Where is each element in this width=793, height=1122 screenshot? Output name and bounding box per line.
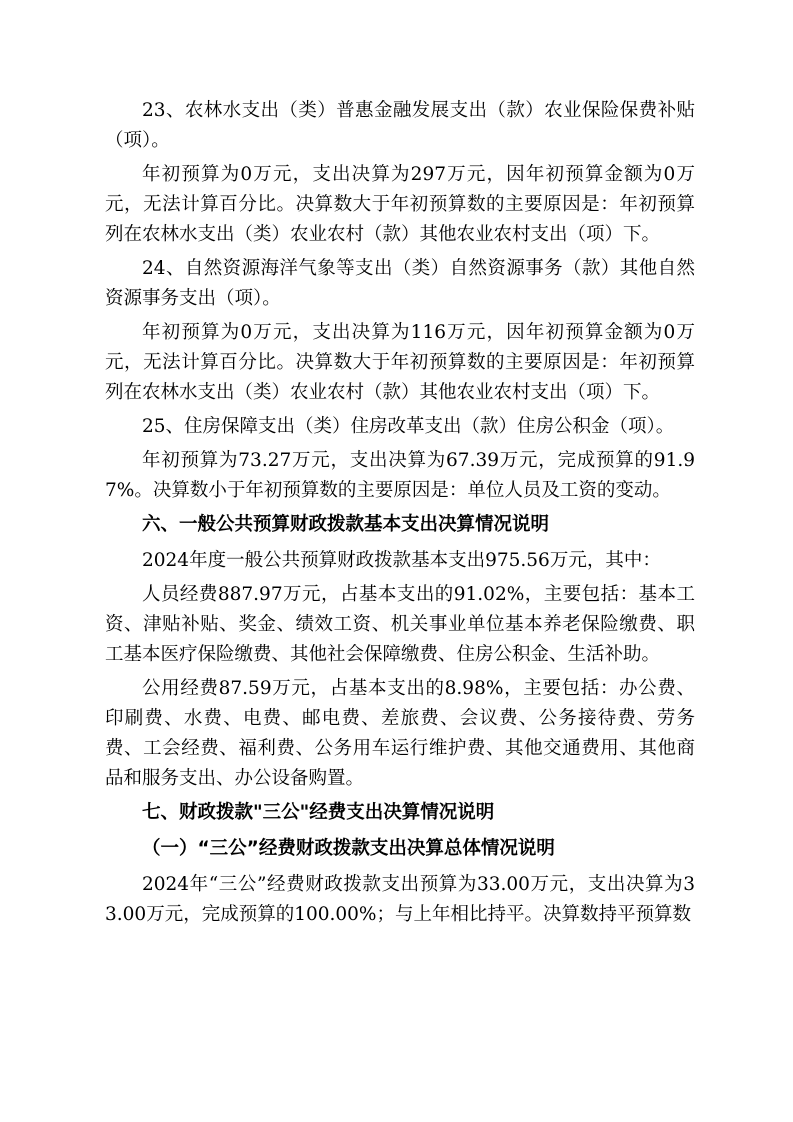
section-6-heading: 六、一般公共预算财政拨款基本支出决算情况说明 xyxy=(142,514,550,535)
public-expenses: 公用经费87.59万元，占基本支出的8.98%，主要包括：办公费、印刷费、水费、电费、邮电费、差旅费、会议费、公务接待费、劳务费、工会经费、福利费、公务用车运行维护费、其他交通费用、其他商品和服务支出、办公设备购置。 xyxy=(105,678,695,789)
item-25-explanation: 年初预算为73.27万元，支出决算为67.39万元，完成预算的91.97%。决算数小于年初预算数的主要原因是：单位人员及工资的变动。 xyxy=(105,450,695,501)
subsection-1-heading: （一）“三公”经费财政拨款支出决算总体情况说明 xyxy=(142,838,555,859)
item-23-explanation: 年初预算为0万元，支出决算为297万元，因年初预算金额为0万元，无法计算百分比。决算数大于年初预算数的主要原因是：年初预算列在农林水支出（类）农业农村（款）其他农业农村支出（项）下。 xyxy=(105,164,695,245)
document-page xyxy=(105,96,695,934)
item-24-explanation: 年初预算为0万元，支出决算为116万元，因年初预算金额为0万元，无法计算百分比。决算数大于年初预算数的主要原因是：年初预算列在农林水支出（类）农业农村（款）其他农业农村支出（项）下。 xyxy=(105,322,695,403)
item-24-title: 24、自然资源海洋气象等支出（类）自然资源事务（款）其他自然资源事务支出（项）。 xyxy=(105,258,695,309)
item-25-title: 25、住房保障支出（类）住房改革支出（款）住房公积金（项）。 xyxy=(142,416,675,437)
basic-expenditure-total: 2024年度一般公共预算财政拨款基本支出975.56万元，其中： xyxy=(142,550,661,571)
item-23-title: 23、农林水支出（类）普惠金融发展支出（款）农业保险保费补贴（项）。 xyxy=(105,100,695,151)
three-public-expenses-summary: 2024年“三公”经费财政拨款支出预算为33.00万元，支出决算为33.00万元，完成预算的100.00%；与上年相比持平。决算数持平预算数 xyxy=(105,874,695,925)
section-7-heading: 七、财政拨款"三公"经费支出决算情况说明 xyxy=(142,802,495,823)
personnel-expenses: 人员经费887.97万元，占基本支出的91.02%，主要包括：基本工资、津贴补贴、奖金、绩效工资、机关事业单位基本养老保险缴费、职工基本医疗保险缴费、其他社会保障缴费、住房公积金、生活补助。 xyxy=(105,584,695,665)
